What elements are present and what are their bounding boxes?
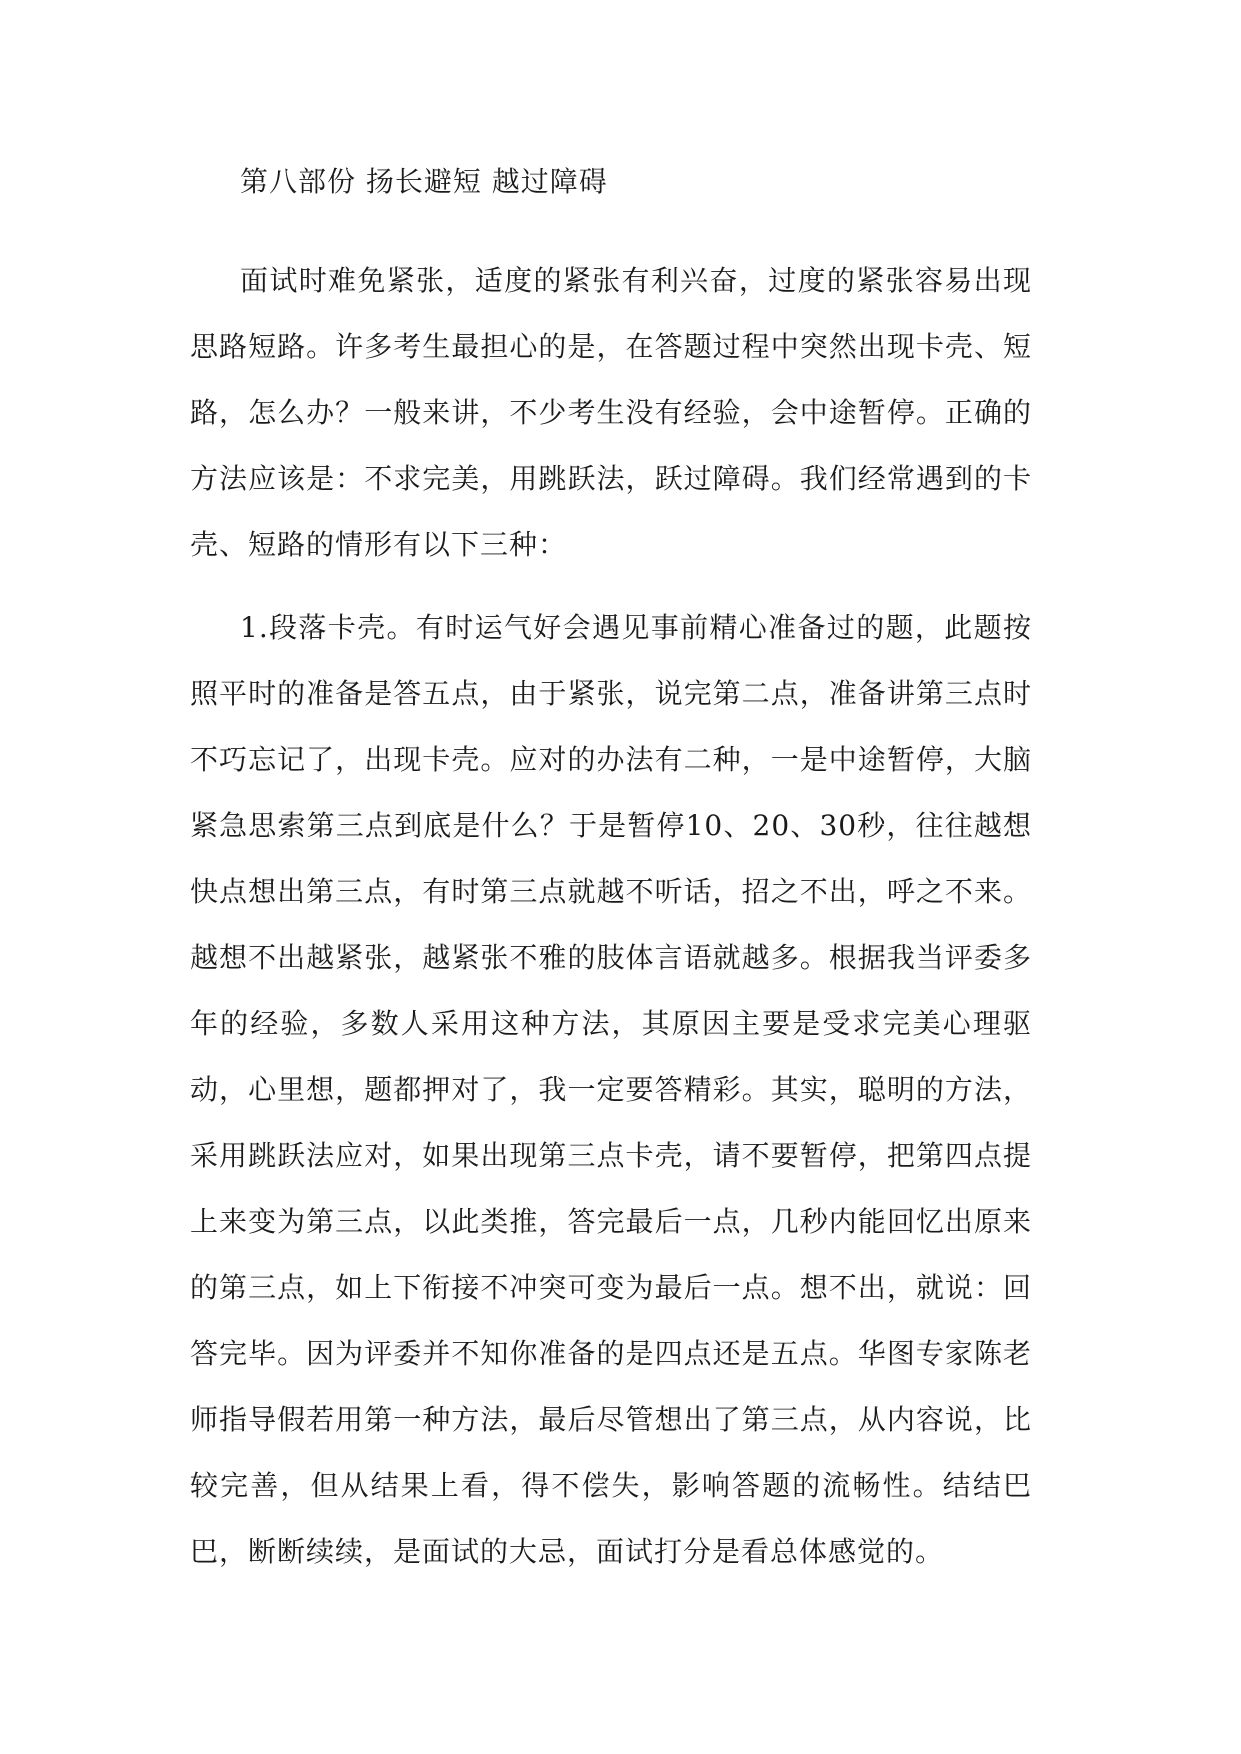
section-title: 第八部份 扬长避短 越过障碍 [240,165,608,198]
paragraph-intro: 面试时难免紧张，适度的紧张有利兴奋，过度的紧张容易出现思路短路。许多考生最担心的是，在答题过程中突然出现卡壳、短路，怎么办？一般来讲，不少考生没有经验，会中途暂停。正确的方法应该是：不求完美，用跳跃法，跃过障碍。我们经常遇到的卡壳、短路的情形有以下三种： [190,264,1032,561]
paragraph-point-1: 1.段落卡壳。有时运气好会遇见事前精心准备过的题，此题按照平时的准备是答五点，由于紧张，说完第二点，准备讲第三点时不巧忘记了，出现卡壳。应对的办法有二种，一是中途暂停，大脑紧急思索第三点到底是什么？于是暂停10、20、30秒，往往越想快点想出第三点，有时第三点就越不听话，招之不出，呼之不来。越想不出越紧张，越紧张不雅的肢体言语就越多。根据我当评委多年的经验，多数人采用这种方法，其原因主要是受求完美心理驱动，心里想，题都押对了，我一定要答精彩。其实，聪明的方法，采用跳跃法应对，如果出现第三点卡壳，请不要暂停，把第四点提上来变为第三点，以此类推，答完最后一点，几秒内能回忆出原来的第三点，如上下衔接不冲突可变为最后一点。想不出，就说：回答完毕。因为评委并不知你准备的是四点还是五点。华图专家陈老师指导假若用第一种方法，最后尽管想出了第三点，从内容说，比较完善，但从结果上看，得不偿失，影响答题的流畅性。结结巴巴，断断续续，是面试的大忌，面试打分是看总体感觉的。 [190,611,1032,1568]
